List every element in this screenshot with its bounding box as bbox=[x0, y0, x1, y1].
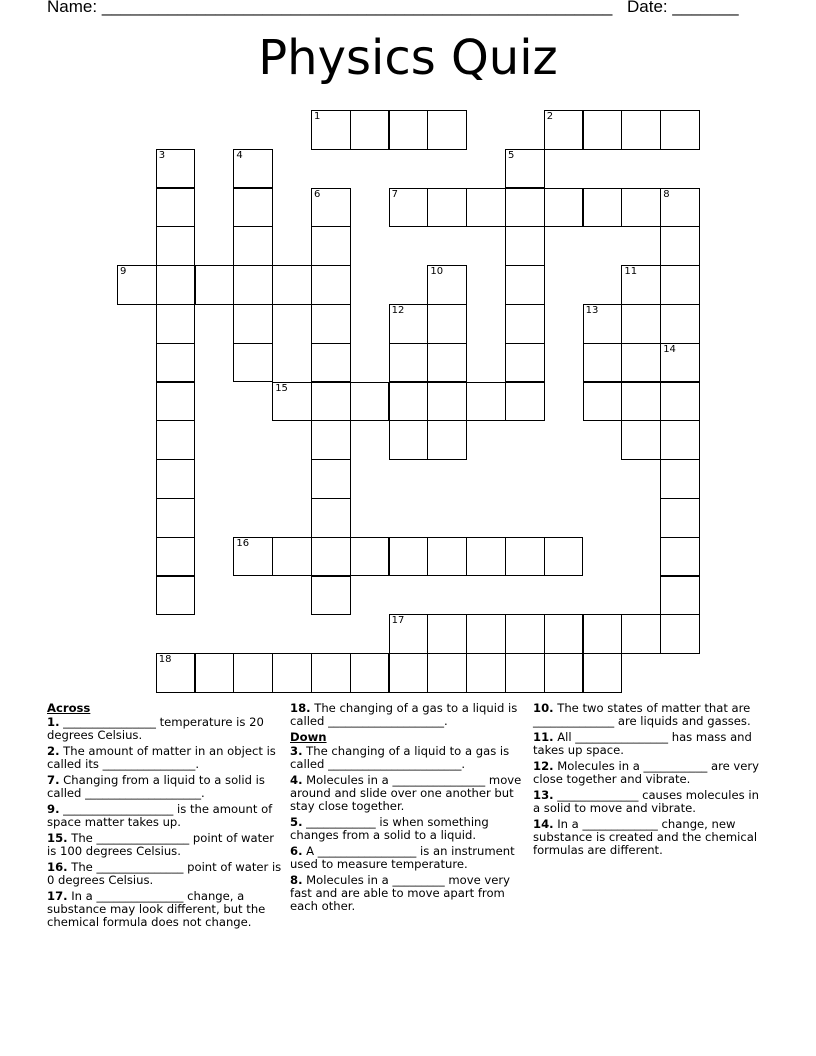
clue-text: Molecules in a ___________ are very close together and vibrate. bbox=[533, 759, 760, 786]
crossword-cell[interactable] bbox=[311, 576, 351, 616]
across-heading: Across bbox=[47, 701, 91, 715]
crossword-cell[interactable] bbox=[544, 537, 584, 577]
crossword-cell[interactable] bbox=[272, 537, 312, 577]
clue-item bbox=[290, 874, 526, 913]
clue-item bbox=[533, 818, 769, 857]
clue-text: ________________ temperature is 20 degrees Celsius. bbox=[47, 715, 264, 742]
clues-column-2 bbox=[290, 702, 526, 916]
crossword-cell[interactable] bbox=[621, 304, 661, 344]
crossword-cell[interactable] bbox=[505, 265, 545, 305]
crossword-cell[interactable] bbox=[311, 343, 351, 383]
crossword-cell[interactable] bbox=[660, 537, 700, 577]
crossword-cell[interactable] bbox=[427, 653, 467, 693]
crossword-cell[interactable] bbox=[233, 537, 273, 577]
clue-item bbox=[290, 845, 526, 871]
crossword-cell[interactable] bbox=[195, 265, 235, 305]
clue-number: 18 bbox=[158, 654, 172, 666]
clue-text: All ________________ has mass and takes up space. bbox=[533, 730, 752, 757]
crossword-cell[interactable] bbox=[311, 188, 351, 228]
crossword-cell[interactable] bbox=[544, 188, 584, 228]
crossword-cell[interactable] bbox=[156, 459, 196, 499]
clues-column-3 bbox=[533, 702, 769, 860]
crossword-cell[interactable] bbox=[156, 537, 196, 577]
crossword-cell[interactable] bbox=[389, 537, 429, 577]
crossword-cell[interactable] bbox=[427, 382, 467, 422]
crossword-cell[interactable] bbox=[389, 614, 429, 654]
crossword-cell[interactable] bbox=[621, 265, 661, 305]
crossword-cell[interactable] bbox=[311, 537, 351, 577]
clue-number-label: 18. bbox=[290, 701, 311, 715]
crossword-cell[interactable] bbox=[117, 265, 157, 305]
clue-number: 1 bbox=[314, 111, 321, 122]
clue-number: 16 bbox=[236, 537, 250, 549]
crossword-cell[interactable] bbox=[156, 265, 196, 305]
clue-number: 10 bbox=[430, 266, 444, 278]
crossword-cell[interactable] bbox=[156, 420, 196, 460]
crossword-cell[interactable] bbox=[389, 304, 429, 344]
clue-number: 3 bbox=[158, 149, 166, 161]
clue-item bbox=[290, 702, 526, 728]
clue-item bbox=[47, 774, 283, 800]
crossword-cell[interactable] bbox=[311, 382, 351, 422]
crossword-cell[interactable] bbox=[233, 226, 273, 266]
crossword-cell[interactable] bbox=[427, 304, 467, 344]
crossword-cell[interactable] bbox=[505, 614, 545, 654]
clue-text: ___________________ is the amount of space matter takes up. bbox=[47, 802, 273, 829]
clue-text: ____________ is when something changes from a solid to a liquid. bbox=[290, 815, 489, 842]
clue-item bbox=[47, 890, 283, 929]
clue-text: The changing of a liquid to a gas is called _______________________. bbox=[290, 744, 510, 771]
clue-number-label: 17. bbox=[47, 889, 68, 903]
crossword-cell[interactable] bbox=[505, 537, 545, 577]
crossword-cell[interactable] bbox=[544, 653, 584, 693]
clue-item bbox=[47, 861, 283, 887]
crossword-cell[interactable] bbox=[660, 382, 700, 422]
clue-text: The two states of matter that are ______________ are liquids and gasses. bbox=[533, 701, 751, 728]
crossword-cell[interactable] bbox=[505, 149, 545, 189]
crossword-cell[interactable] bbox=[660, 188, 700, 228]
crossword-cell[interactable] bbox=[389, 382, 429, 422]
clue-number-label: 13. bbox=[533, 788, 554, 802]
clue-item bbox=[47, 832, 283, 858]
clue-number-label: 2. bbox=[47, 744, 60, 758]
crossword-cell[interactable] bbox=[311, 226, 351, 266]
clue-number-label: 5. bbox=[290, 815, 303, 829]
crossword-cell[interactable] bbox=[583, 614, 623, 654]
crossword-cell[interactable] bbox=[621, 110, 661, 150]
crossword-cell[interactable] bbox=[311, 653, 351, 693]
crossword-cell[interactable] bbox=[156, 653, 196, 693]
crossword-cell[interactable] bbox=[156, 149, 196, 189]
crossword-cell[interactable] bbox=[427, 614, 467, 654]
crossword-cell[interactable] bbox=[505, 226, 545, 266]
crossword-cell[interactable] bbox=[350, 382, 390, 422]
clue-text: The ________________ point of water is 100 degrees Celsius. bbox=[47, 831, 275, 858]
clue-number-label: 11. bbox=[533, 730, 554, 744]
crossword-cell[interactable] bbox=[621, 188, 661, 228]
clue-item bbox=[533, 731, 769, 757]
crossword-cell[interactable] bbox=[466, 382, 506, 422]
clue-text: Molecules in a ________________ move around and slide over one another but stay close together. bbox=[290, 773, 522, 813]
clue-number: 12 bbox=[391, 305, 405, 316]
crossword-cell[interactable] bbox=[660, 459, 700, 499]
clue-text: Changing from a liquid to a solid is called ____________________. bbox=[47, 773, 265, 800]
crossword-cell[interactable] bbox=[156, 304, 196, 344]
crossword-cell[interactable] bbox=[505, 188, 545, 228]
clue-item bbox=[290, 745, 526, 771]
crossword-cell[interactable] bbox=[195, 653, 235, 693]
clue-number-label: 12. bbox=[533, 759, 554, 773]
crossword-cell[interactable] bbox=[233, 265, 273, 305]
crossword-cell[interactable] bbox=[233, 304, 273, 344]
crossword-cell[interactable] bbox=[660, 304, 700, 344]
crossword-cell[interactable] bbox=[660, 420, 700, 460]
crossword-cell[interactable] bbox=[311, 498, 351, 538]
crossword-cell[interactable] bbox=[389, 420, 429, 460]
page-title: Physics Quiz bbox=[258, 30, 558, 86]
crossword-cell[interactable] bbox=[311, 265, 351, 305]
clue-number-label: 14. bbox=[533, 817, 554, 831]
crossword-cell[interactable] bbox=[660, 576, 700, 616]
crossword-cell[interactable] bbox=[660, 614, 700, 654]
crossword-cell[interactable] bbox=[427, 537, 467, 577]
clue-number: 17 bbox=[391, 615, 405, 627]
crossword-cell[interactable] bbox=[505, 653, 545, 693]
crossword-cell[interactable] bbox=[621, 614, 661, 654]
clue-text: In a _____________ change, new substance is created and the chemical formulas are different. bbox=[533, 817, 758, 857]
crossword-cell[interactable] bbox=[272, 265, 312, 305]
crossword-cell[interactable] bbox=[233, 149, 273, 189]
clue-text: ______________ causes molecules in a solid to move and vibrate. bbox=[533, 788, 759, 815]
crossword-cell[interactable] bbox=[466, 537, 506, 577]
crossword-cell[interactable] bbox=[233, 343, 273, 383]
clue-number-label: 8. bbox=[290, 873, 303, 887]
crossword-cell[interactable] bbox=[156, 382, 196, 422]
crossword-cell[interactable] bbox=[544, 614, 584, 654]
clue-text: In a _______________ change, a substance may look different, but the chemical formula does not change. bbox=[47, 889, 266, 929]
crossword-cell[interactable] bbox=[505, 304, 545, 344]
crossword-cell[interactable] bbox=[350, 537, 390, 577]
clue-text: The changing of a gas to a liquid is called ____________________. bbox=[290, 701, 518, 728]
crossword-cell[interactable] bbox=[350, 110, 390, 150]
crossword-cell[interactable] bbox=[660, 498, 700, 538]
crossword-cell[interactable] bbox=[272, 382, 312, 422]
clue-text: The amount of matter in an object is called its ________________. bbox=[47, 744, 276, 771]
clue-item bbox=[533, 702, 769, 728]
crossword-cell[interactable] bbox=[466, 614, 506, 654]
crossword-cell[interactable] bbox=[583, 304, 623, 344]
clue-number-label: 1. bbox=[47, 715, 60, 729]
crossword-cell[interactable] bbox=[233, 188, 273, 228]
date-label: Date: bbox=[627, 0, 668, 16]
crossword-cell[interactable] bbox=[583, 188, 623, 228]
crossword-cell[interactable] bbox=[350, 653, 390, 693]
crossword-cell[interactable] bbox=[156, 226, 196, 266]
down-clue-list-continued bbox=[533, 702, 769, 857]
clue-number-label: 7. bbox=[47, 773, 60, 787]
crossword-cell[interactable] bbox=[505, 382, 545, 422]
crossword-cell[interactable] bbox=[583, 110, 623, 150]
crossword-cell[interactable] bbox=[583, 382, 623, 422]
clue-number-label: 6. bbox=[290, 844, 303, 858]
clue-number: 15 bbox=[275, 382, 288, 394]
clue-number: 6 bbox=[314, 188, 321, 200]
crossword-cell[interactable] bbox=[466, 188, 506, 228]
crossword-cell[interactable] bbox=[389, 110, 429, 150]
name-label: Name: bbox=[47, 0, 98, 16]
clue-number-label: 10. bbox=[533, 701, 554, 715]
across-clue-list-continued bbox=[290, 702, 526, 728]
clue-item bbox=[533, 789, 769, 815]
crossword-cell[interactable] bbox=[156, 498, 196, 538]
crossword-cell[interactable] bbox=[311, 110, 351, 150]
clue-text: Molecules in a _________ move very fast and are able to move apart from each other. bbox=[290, 873, 511, 913]
crossword-cell[interactable] bbox=[156, 188, 196, 228]
crossword-cell[interactable] bbox=[466, 653, 506, 693]
crossword-cell[interactable] bbox=[621, 382, 661, 422]
clue-number: 14 bbox=[663, 343, 676, 355]
clue-item bbox=[290, 816, 526, 842]
crossword-cell[interactable] bbox=[311, 304, 351, 344]
clue-text: A _________________ is an instrument used to measure temperature. bbox=[290, 844, 515, 871]
clue-number: 11 bbox=[624, 266, 638, 278]
crossword-cell[interactable] bbox=[427, 420, 467, 460]
clue-number-label: 16. bbox=[47, 860, 68, 874]
clue-number-label: 15. bbox=[47, 831, 68, 845]
crossword-cell[interactable] bbox=[427, 110, 467, 150]
crossword-cell[interactable] bbox=[621, 343, 661, 383]
crossword-cell[interactable] bbox=[544, 110, 584, 150]
clue-number-label: 9. bbox=[47, 802, 60, 816]
crossword-cell[interactable] bbox=[427, 265, 467, 305]
crossword-cell[interactable] bbox=[427, 343, 467, 383]
crossword-cell[interactable] bbox=[427, 188, 467, 228]
date-field[interactable]: _______ bbox=[672, 0, 739, 16]
clue-number-label: 4. bbox=[290, 773, 303, 787]
crossword-cell[interactable] bbox=[660, 265, 700, 305]
crossword-cell[interactable] bbox=[389, 343, 429, 383]
clue-item bbox=[47, 716, 283, 742]
crossword-cell[interactable] bbox=[156, 576, 196, 616]
crossword-cell[interactable] bbox=[156, 343, 196, 383]
crossword-cell[interactable] bbox=[660, 226, 700, 266]
clue-item bbox=[47, 745, 283, 771]
crossword-cell[interactable] bbox=[583, 343, 623, 383]
clue-number-label: 3. bbox=[290, 744, 303, 758]
crossword-cell[interactable] bbox=[660, 110, 700, 150]
name-field[interactable]: ______________________________________________________ bbox=[101, 0, 613, 16]
clue-number: 8 bbox=[663, 188, 670, 200]
down-heading: Down bbox=[290, 730, 327, 744]
clue-item bbox=[533, 760, 769, 786]
crossword-cell[interactable] bbox=[272, 653, 312, 693]
across-clue-list bbox=[47, 716, 283, 929]
crossword-cell[interactable] bbox=[583, 653, 623, 693]
clue-number: 7 bbox=[391, 188, 398, 200]
clue-number: 13 bbox=[585, 305, 599, 316]
clue-number: 4 bbox=[236, 149, 243, 161]
crossword-cell[interactable] bbox=[389, 653, 429, 693]
down-clue-list bbox=[290, 745, 526, 913]
crossword-cell[interactable] bbox=[505, 343, 545, 383]
crossword-cell[interactable] bbox=[311, 459, 351, 499]
clue-item bbox=[290, 774, 526, 813]
clue-number: 9 bbox=[120, 266, 127, 278]
clue-number: 5 bbox=[508, 149, 515, 161]
crossword-cell[interactable] bbox=[621, 420, 661, 460]
crossword-cell[interactable] bbox=[311, 420, 351, 460]
crossword-cell[interactable] bbox=[233, 653, 273, 693]
clue-text: The _______________ point of water is 0 degrees Celsius. bbox=[47, 860, 282, 887]
crossword-cell[interactable] bbox=[389, 188, 429, 228]
crossword-cell[interactable] bbox=[660, 343, 700, 383]
clue-item bbox=[47, 803, 283, 829]
clue-number: 2 bbox=[546, 111, 554, 122]
clues-column-1 bbox=[47, 702, 283, 932]
